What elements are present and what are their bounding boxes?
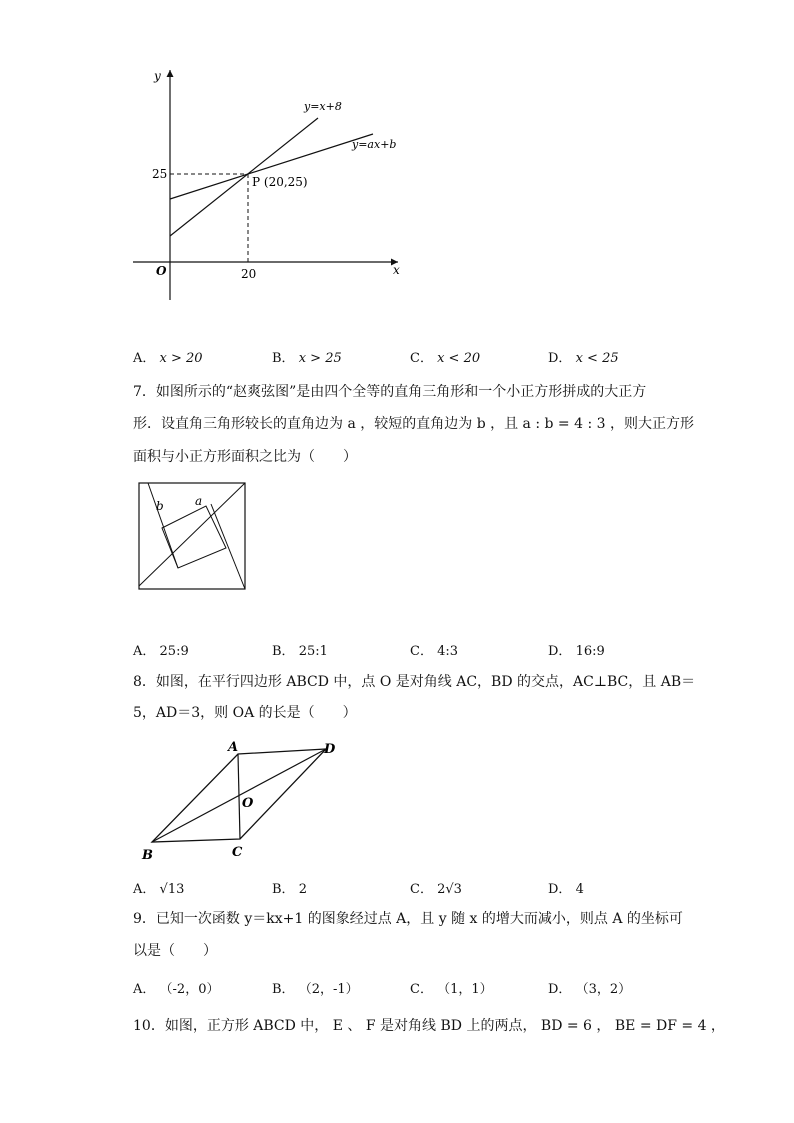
q7-text-line3: 面积与小正方形面积之比为（ ） bbox=[133, 449, 357, 465]
q8-text-line1: 8．如图，在平行四边形 ABCD 中，点 O 是对角线 AC，BD 的交点，AC⊥BC，且 AB＝ bbox=[133, 674, 696, 690]
diagonal-bd bbox=[152, 749, 326, 842]
q6-option-a[interactable]: A． x > 20 bbox=[133, 351, 203, 366]
x-axis-label: x bbox=[393, 263, 400, 277]
q7-option-c[interactable]: C． 4:3 bbox=[410, 644, 459, 659]
q7-text-line1: 7．如图所示的“赵爽弦图”是由四个全等的直角三角形和一个小正方形拼成的大正方 bbox=[133, 384, 647, 400]
q9-options bbox=[133, 978, 693, 998]
line2-label: y=ax+b bbox=[352, 138, 397, 151]
q7-option-a[interactable]: A． 25:9 bbox=[133, 644, 189, 659]
q6-option-d[interactable]: D． x < 25 bbox=[548, 351, 619, 366]
q7-zhaoshuang-figure bbox=[136, 480, 251, 595]
q8-option-d[interactable]: D． 4 bbox=[548, 882, 584, 897]
q7-option-b[interactable]: B． 25:1 bbox=[272, 644, 328, 659]
q8-option-b[interactable]: B． 2 bbox=[272, 882, 307, 897]
line1-label: y=x+8 bbox=[304, 100, 342, 113]
q6-option-c[interactable]: C． x < 20 bbox=[410, 351, 481, 366]
q9-text-line1: 9．已知一次函数 y＝kx+1 的图象经过点 A，且 y 随 x 的增大而减小，则点 A 的坐标可 bbox=[133, 911, 683, 927]
vertex-d: D bbox=[324, 742, 336, 757]
q8-text-line2: 5，AD＝3，则 OA 的长是（ ） bbox=[133, 705, 357, 721]
center-o: O bbox=[242, 796, 254, 811]
origin-label: O bbox=[156, 264, 167, 278]
triangle-line-2 bbox=[211, 504, 245, 589]
q9-option-a[interactable]: A． （-2，0） bbox=[133, 982, 220, 997]
vertex-b: B bbox=[142, 848, 153, 863]
q6-graph-figure bbox=[128, 62, 413, 307]
q7-options bbox=[133, 640, 693, 660]
q8-option-c[interactable]: C． 2√3 bbox=[410, 882, 462, 897]
vertex-a: A bbox=[228, 740, 239, 755]
triangle-line-3 bbox=[148, 483, 178, 568]
q7-option-d[interactable]: D． 16:9 bbox=[548, 644, 605, 659]
q8-options bbox=[133, 878, 693, 898]
q7-text-line2: 形．设直角三角形较长的直角边为 a ，较短的直角边为 b ，且 a : b = 4 : 3 ，则大正方形 bbox=[133, 416, 694, 432]
q6-option-b[interactable]: B． x > 25 bbox=[272, 351, 342, 366]
y-axis-label: y bbox=[154, 69, 161, 83]
q9-option-c[interactable]: C． （1，1） bbox=[410, 982, 493, 997]
vertex-c: C bbox=[232, 845, 243, 860]
q8-option-a[interactable]: A． √13 bbox=[133, 882, 185, 897]
label-a: a bbox=[195, 494, 203, 508]
q9-text-line2: 以是（ ） bbox=[133, 943, 217, 959]
inner-square bbox=[162, 506, 226, 568]
q10-text-line1: 10．如图，正方形 ABCD 中， E 、 F 是对角线 BD 上的两点， BD = 6 ， BE = DF = 4 ， bbox=[133, 1018, 725, 1034]
triangle-line-1 bbox=[139, 483, 245, 586]
line-y-ax-plus-b bbox=[170, 134, 373, 199]
y-tick-25: 25 bbox=[152, 167, 168, 181]
q9-option-d[interactable]: D． （3，2） bbox=[548, 982, 632, 997]
label-b: b bbox=[156, 499, 164, 513]
q9-option-b[interactable]: B． （2，-1） bbox=[272, 982, 359, 997]
q8-parallelogram-figure bbox=[138, 735, 348, 865]
point-p-label: P (20,25) bbox=[252, 175, 308, 189]
x-tick-20: 20 bbox=[241, 267, 257, 281]
q6-options bbox=[133, 347, 693, 367]
